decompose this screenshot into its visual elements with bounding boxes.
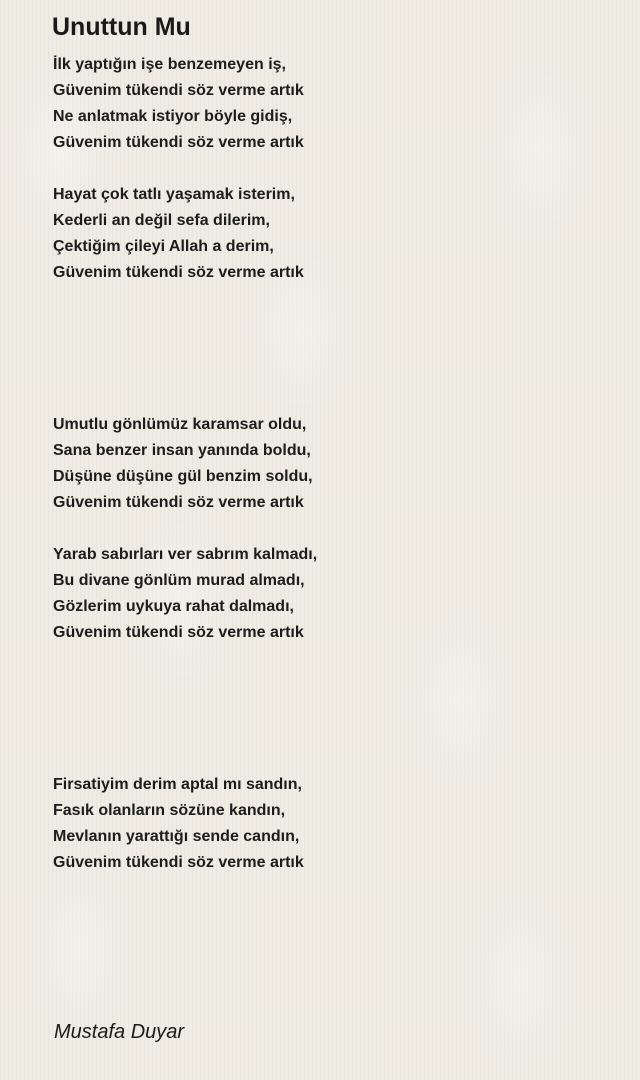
poem-author: Mustafa Duyar	[54, 1021, 185, 1043]
stanza-3	[53, 412, 613, 516]
poem-line: Firsatiyim derim aptal mı sandın,	[53, 776, 302, 793]
stanza-spacer	[53, 646, 613, 772]
poem-line: Sana benzer insan yanında boldu,	[53, 442, 311, 459]
poem-line: Güvenim tükendi söz verme artık	[53, 494, 304, 511]
poem-line: İlk yaptığın işe benzemeyen iş,	[53, 56, 286, 73]
poem-line: Düşüne düşüne gül benzim soldu,	[53, 468, 313, 485]
poem-line: Güvenim tükendi söz verme artık	[53, 82, 304, 99]
poem-line: Kederli an değil sefa dilerim,	[53, 212, 270, 229]
poem-line: Bu divane gönlüm murad almadı,	[53, 572, 305, 589]
poem-line: Hayat çok tatlı yaşamak isterim,	[53, 186, 295, 203]
poem-line: Mevlanın yarattığı sende candın,	[53, 828, 300, 845]
poem-line: Fasık olanların sözüne kandın,	[53, 802, 286, 819]
poem-line: Umutlu gönlümüz karamsar oldu,	[53, 416, 307, 433]
poem-line: Güvenim tükendi söz verme artık	[53, 264, 304, 281]
poem-line: Ne anlatmak istiyor böyle gidiş,	[53, 108, 293, 125]
poem-body	[53, 52, 613, 876]
poem-line: Güvenim tükendi söz verme artık	[53, 624, 304, 641]
stanza-spacer	[53, 156, 613, 182]
poem-title: Unuttun Mu	[52, 13, 191, 41]
poem-line: Yarab sabırları ver sabrım kalmadı,	[53, 546, 318, 563]
poem-line: Çektiğim çileyi Allah a derim,	[53, 238, 274, 255]
stanza-5	[53, 772, 613, 876]
stanza-2	[53, 182, 613, 286]
stanza-spacer	[53, 516, 613, 542]
stanza-1	[53, 52, 613, 156]
poem-line: Güvenim tükendi söz verme artık	[53, 134, 304, 151]
stanza-spacer	[53, 286, 613, 412]
poem-line: Güvenim tükendi söz verme artık	[53, 854, 304, 871]
stanza-4	[53, 542, 613, 646]
poem-line: Gözlerim uykuya rahat dalmadı,	[53, 598, 294, 615]
